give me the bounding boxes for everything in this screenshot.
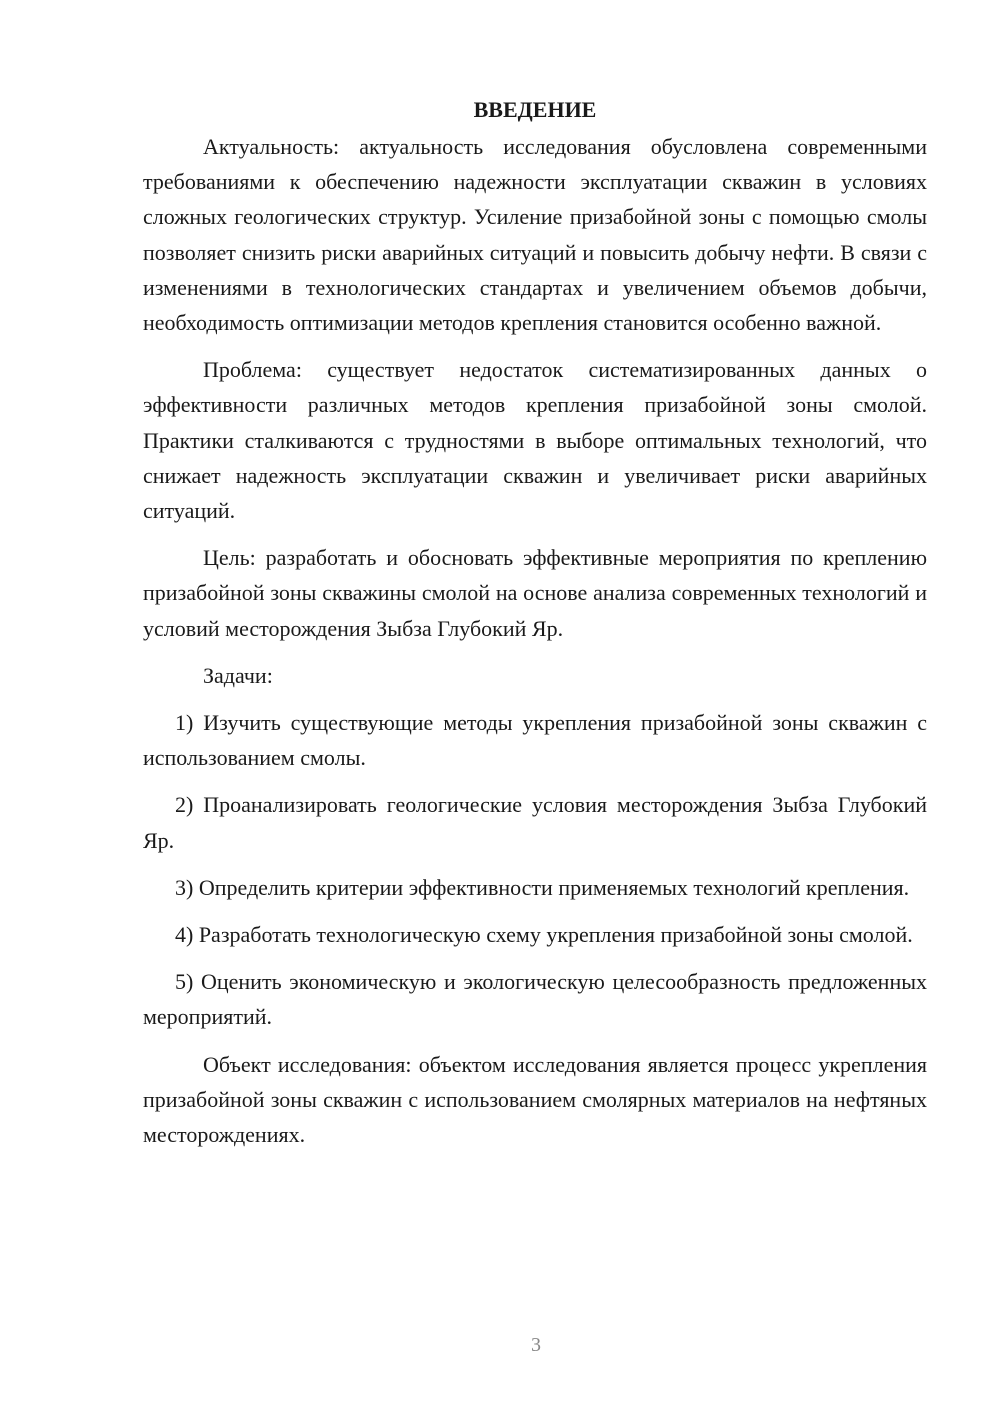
task-item-4: 4) Разработать технологическую схему укрепления призабойной зоны смолой. [175, 922, 913, 948]
document-page [143, 92, 927, 1164]
task-item-2: 2) Проанализировать геологические условия месторождения Зыбза Глубокий Яр. [143, 792, 927, 853]
task-item-5: 5) Оценить экономическую и экологическую целесообразность предложенных мероприятий. [143, 969, 927, 1030]
paragraph-relevance: Актуальность: актуальность исследования обусловлена современными требованиями к обеспечению надежности эксплуатации скважин в условиях сложных геологических структур. Усиление призабойной зоны с помощью смолы позволяет снизить риски аварийных ситуаций и повысить добычу нефти. В связи с изменениями в технологических стандартах и увеличением объемов добычи, необходимость оптимизации методов крепления становится особенно важной. [143, 134, 927, 336]
paragraph-goal: Цель: разработать и обосновать эффективные мероприятия по креплению призабойной зоны скважины смолой на основе анализа современных технологий и условий месторождения Зыбза Глубокий Яр. [143, 545, 927, 641]
task-item-1: 1) Изучить существующие методы укрепления призабойной зоны скважин с использованием смолы. [143, 710, 927, 771]
page-number: 3 [531, 1334, 541, 1356]
section-title: ВВЕДЕНИЕ [473, 97, 597, 122]
task-item-3: 3) Определить критерии эффективности применяемых технологий крепления. [175, 874, 910, 900]
paragraph-problem: Проблема: существует недостаток систематизированных данных о эффективности различных методов крепления призабойной зоны смолой. Практики сталкиваются с трудностями в выборе оптимальных технологий, что снижает надежность эксплуатации скважин и увеличивает риски аварийных ситуаций. [143, 357, 927, 524]
paragraph-tasks-heading: Задачи: [203, 662, 273, 688]
paragraph-object: Объект исследования: объектом исследования является процесс укрепления призабойной зоны скважин с использованием смолярных материалов на нефтяных месторождениях. [143, 1051, 927, 1148]
